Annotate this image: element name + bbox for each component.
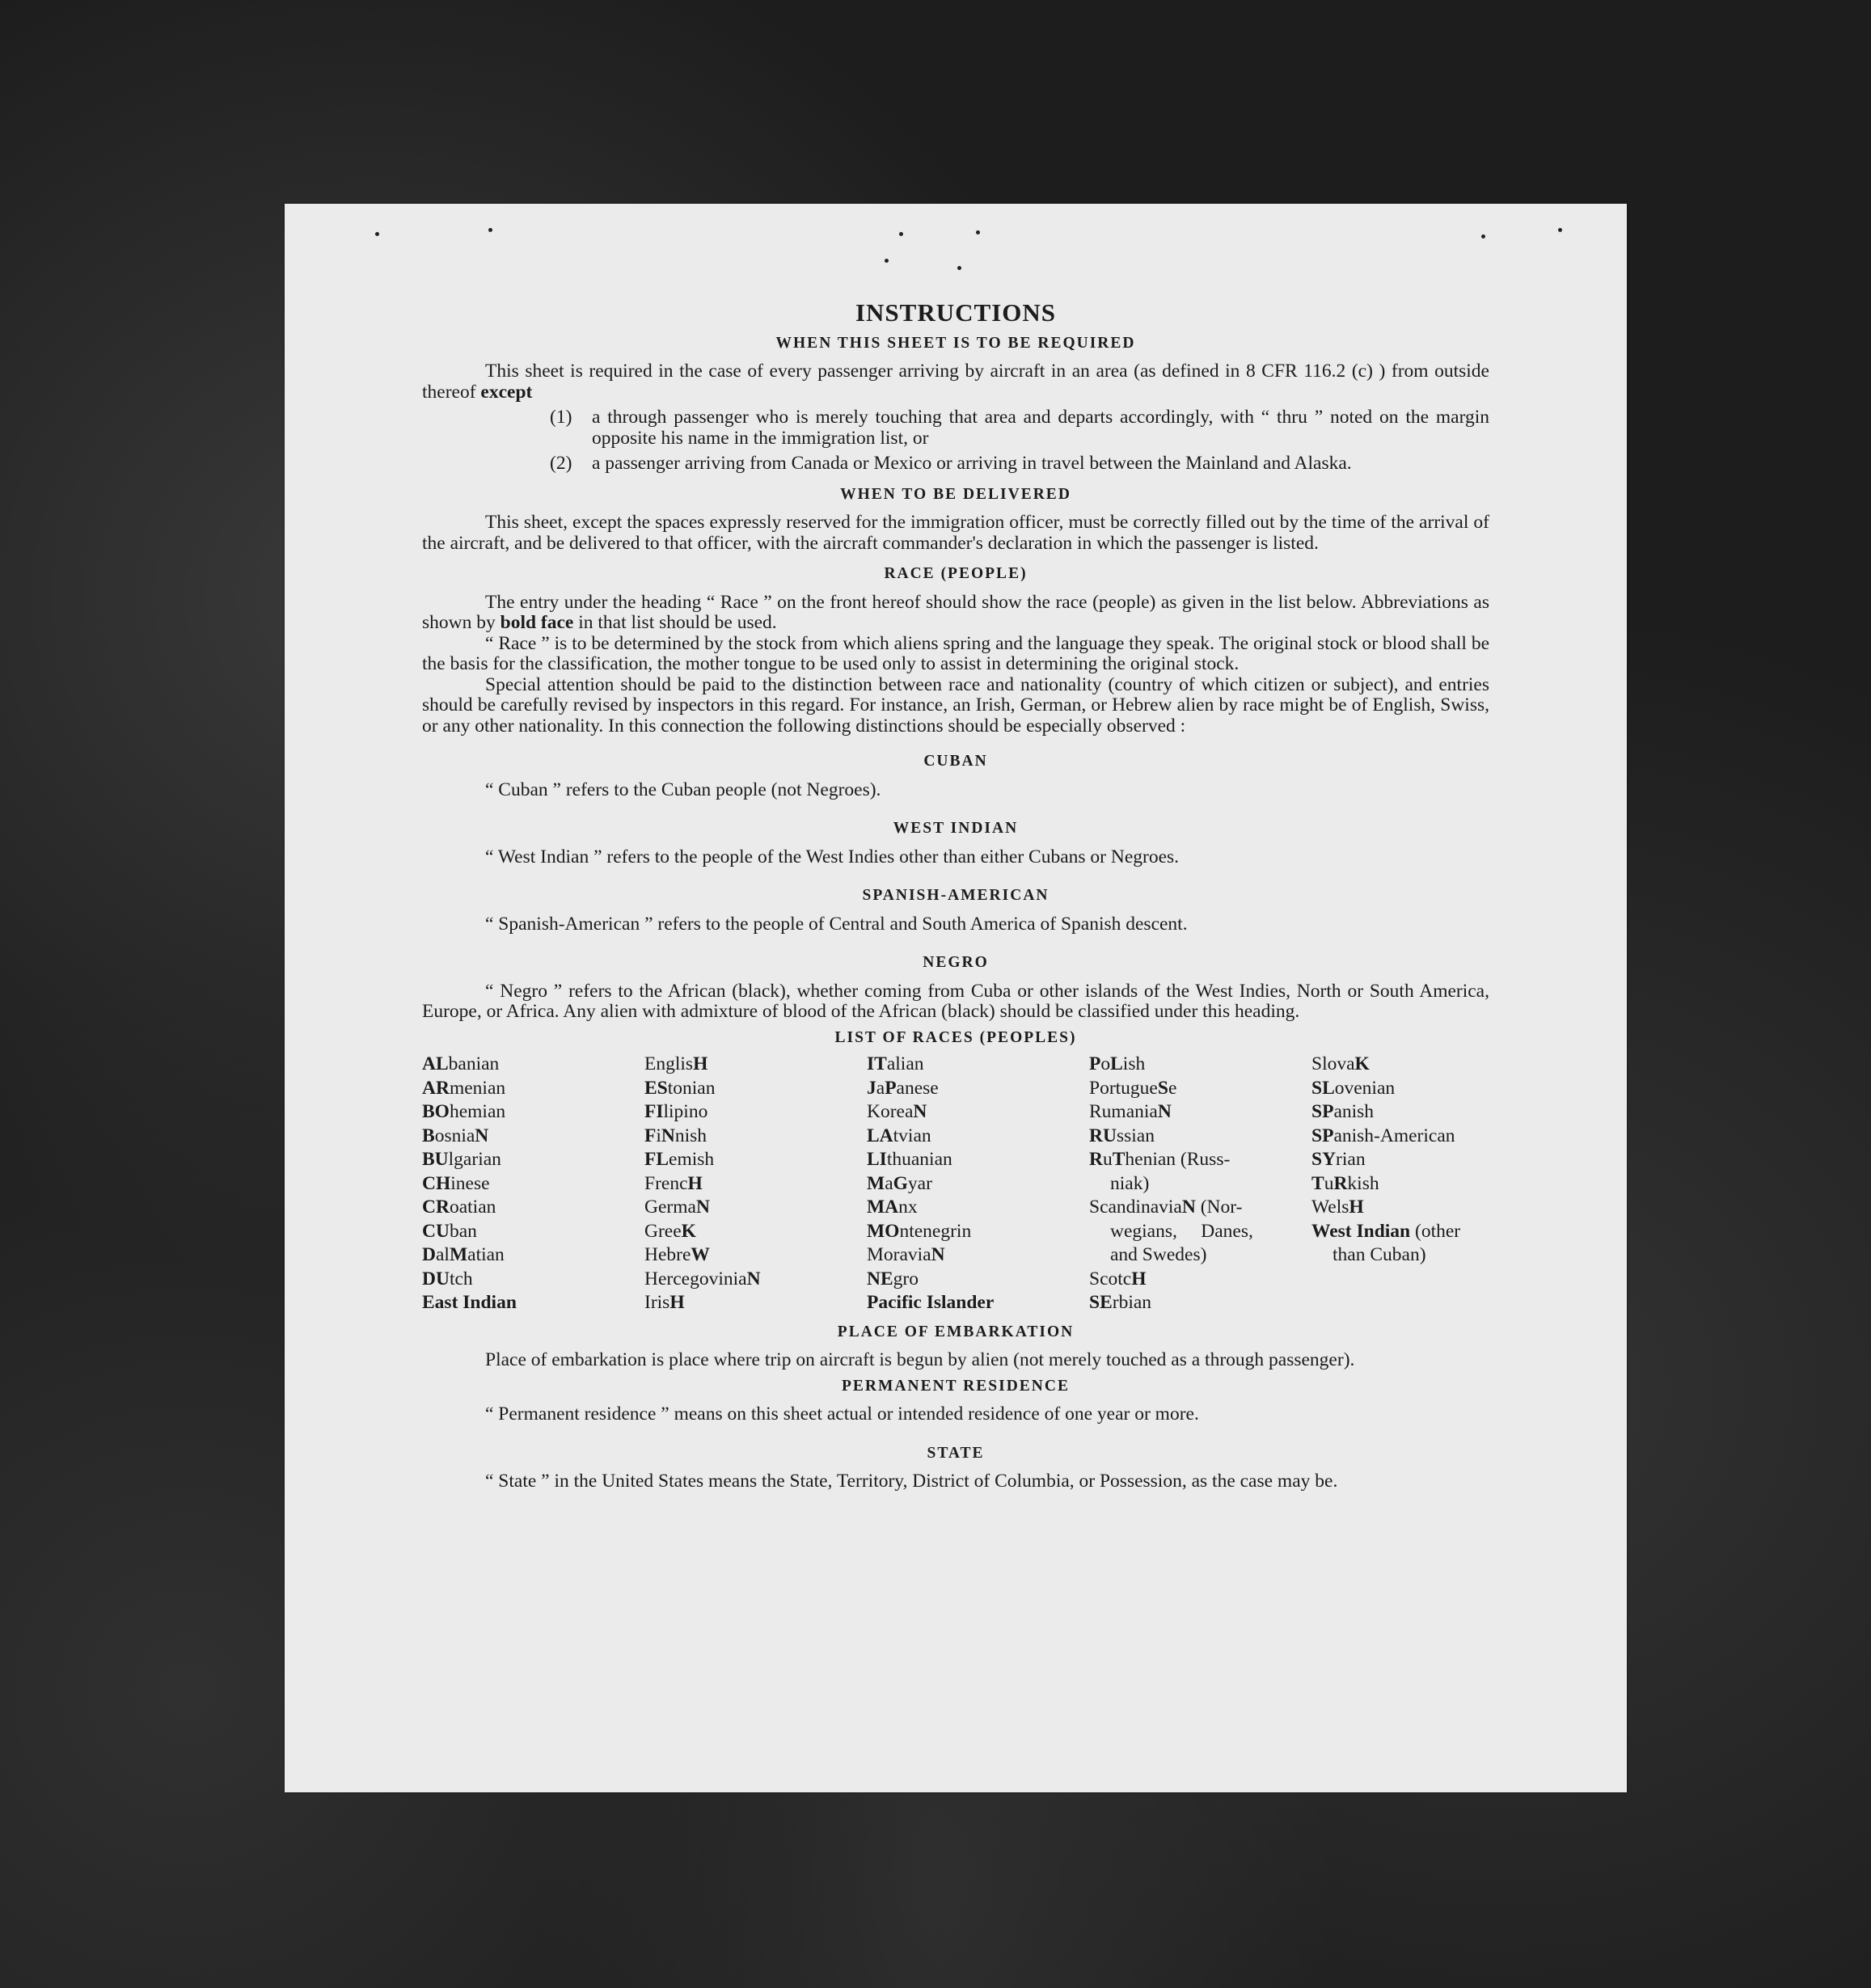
race-column [1311,1053,1489,1315]
race-abbrev: K [681,1220,696,1242]
race-abbrev: T [1112,1149,1126,1170]
punch-mark [1558,228,1562,232]
race-entry [867,1077,1089,1101]
race-entry [422,1291,644,1315]
race-column [1089,1053,1311,1315]
race-entry [1311,1148,1489,1172]
race-abbrev: N [695,1197,710,1218]
race-text: Germa [644,1197,696,1218]
race-text: Slova [1311,1053,1355,1074]
race-entry [644,1125,867,1149]
race-entry [1311,1243,1489,1268]
race-abbrev: T [1311,1172,1324,1194]
race-entry [1089,1243,1311,1268]
race-entry [867,1268,1089,1292]
race-text: Gree [644,1220,682,1242]
race-text: lipino [663,1101,708,1122]
race-abbrev: G [893,1172,908,1194]
list-item [550,407,1489,449]
race-abbrev: H [1131,1268,1147,1289]
race-text: e [1168,1077,1177,1099]
race-entry [1311,1100,1489,1125]
section-heading-state: STATE [927,1444,985,1462]
race-text: inese [450,1172,490,1194]
section-heading-required: WHEN THIS SHEET IS TO BE REQUIRED [775,334,1136,352]
race-entry [1089,1291,1311,1315]
item-text: a through passenger who is merely touching that area and departs accordingly, with “ thru ” noted on the margin opposite his name in the immigration list, or [592,407,1489,449]
race-entry [1311,1220,1489,1244]
race-text: emish [669,1149,715,1170]
paragraph: “ State ” in the United States means the State, Territory, District of Columbia, or Possession, as the case may be. [485,1471,1338,1492]
section-heading-residence: PERMANENT RESIDENCE [842,1377,1070,1395]
section-heading-spanish-american: SPANISH-AMERICAN [862,887,1050,904]
item-text: a passenger arriving from Canada or Mexico or arriving in travel between the Mainland and Alaska. [592,453,1352,474]
punch-mark [1481,234,1485,238]
bold-text: except [480,381,533,403]
race-text: Scandinavia [1089,1197,1182,1218]
race-abbrev: M [867,1172,885,1194]
race-entry [867,1291,1089,1315]
paragraph: This sheet, except the spaces expressly reserved for the immigration officer, must be correctly filled out by the time of the arrival of the aircraft, and be delivered to that officer, with the aircraft commander's declaration in which the passenger is listed. [422,512,1489,554]
race-entry [1311,1125,1489,1149]
race-entry [644,1268,867,1292]
paragraph: Special attention should be paid to the distinction between race and nationality (country of which citizen or subject), and entries should be carefully revised by inspectors in this regard. For instance, an Irish, German, or Hebrew alien by race might be of English, Swiss, or any other nationality. In this connection the following distinctions should be especially observed : [422,673,1489,737]
race-abbrev: K [1354,1053,1370,1074]
punch-mark [488,228,492,232]
race-list [422,1053,1489,1315]
race-abbrev: FL [644,1149,669,1170]
race-entry [422,1077,644,1101]
race-text: ssian [1116,1125,1155,1146]
race-text: henian (Russ- [1125,1149,1231,1170]
race-abbrev: R [1333,1172,1348,1194]
race-entry [422,1268,644,1292]
race-abbrev: BO [422,1101,450,1122]
race-abbrev: LI [867,1149,887,1170]
race-entry [867,1243,1089,1268]
race-text: (other [1410,1220,1461,1242]
document-sheet [285,204,1627,1792]
race-abbrev: H [669,1292,685,1313]
race-text: oatian [449,1197,496,1218]
race-abbrev: SP [1311,1101,1334,1122]
paragraph: “ Cuban ” refers to the Cuban people (not Negroes). [485,779,881,800]
race-text: Rumania [1089,1101,1158,1122]
race-entry [867,1053,1089,1077]
race-text: atian [467,1244,505,1265]
race-entry [867,1172,1089,1197]
race-entry [644,1243,867,1268]
item-number: (1) [550,407,572,428]
race-abbrev: N [1181,1197,1196,1218]
paragraph-text: The entry under the heading “ Race ” on the front hereof should show the race (people) as given in the list below. Abbreviations as shown by [422,591,1489,633]
race-text: o [1100,1053,1111,1074]
race-text: anese [896,1077,939,1099]
paragraph-text: This sheet is required in the case of every passenger arriving by aircraft in an area (as defined in 8 CFR 116.2 (c) ) from outside thereof [422,361,1489,403]
section-heading-delivered: WHEN TO BE DELIVERED [840,485,1071,503]
race-abbrev: N [475,1125,489,1146]
race-text: ban [449,1220,477,1242]
race-abbrev: AL [422,1053,449,1074]
race-abbrev: DU [422,1268,450,1289]
race-abbrev: P [885,1077,897,1099]
race-entry [644,1196,867,1220]
paragraph-text: in that list should be used. [578,612,777,633]
race-entry [867,1148,1089,1172]
race-abbrev: SL [1311,1077,1335,1099]
race-abbrev: B [422,1125,435,1146]
race-abbrev: W [691,1244,710,1265]
paragraph: “ Spanish-American ” refers to the people of Central and South America of Spanish descent. [485,913,1188,935]
race-text: a [885,1172,893,1194]
race-text: anish [1333,1101,1375,1122]
section-heading-negro: NEGRO [923,954,989,971]
race-entry [1089,1196,1311,1220]
race-text: yar [907,1172,932,1194]
page-title: INSTRUCTIONS [855,298,1056,327]
race-text: u [1324,1172,1334,1194]
race-text: tch [449,1268,473,1289]
race-entry [644,1172,867,1197]
punch-mark [375,232,379,236]
paragraph: “ Permanent residence ” means on this sheet actual or intended residence of one year or more. [485,1403,1199,1425]
race-text: rbian [1112,1292,1152,1313]
race-entry [867,1196,1089,1220]
race-text: menian [449,1077,506,1099]
race-text: niak) [1110,1172,1150,1194]
list-item [550,454,1489,475]
race-text: wegians, Danes, [1110,1220,1253,1242]
race-entry [1311,1172,1489,1197]
paragraph: “ Race ” is to be determined by the stock from which aliens spring and the language they speak. The original stock or blood shall be the basis for the classification, the mother tongue to be used only to assist in determining the original stock. [422,632,1489,674]
race-entry [422,1172,644,1197]
race-abbrev: SE [1089,1292,1113,1313]
race-entry [644,1100,867,1125]
race-text: Hebre [644,1244,691,1265]
race-text: Frenc [644,1172,688,1194]
race-text: i [656,1125,661,1146]
race-entry [867,1100,1089,1125]
race-text: Moravia [867,1244,931,1265]
race-abbrev: Pacific Islander [867,1292,995,1313]
race-abbrev: N [1157,1101,1172,1122]
race-entry [422,1053,644,1077]
race-abbrev: H [1349,1197,1364,1218]
race-entry [1089,1148,1311,1172]
paragraph [422,361,1489,403]
race-entry [1311,1196,1489,1220]
race-entry [422,1196,644,1220]
race-text: tvian [893,1125,931,1146]
race-text: nish [674,1125,707,1146]
race-abbrev: AR [422,1077,450,1099]
race-text: Iris [644,1292,670,1313]
race-text: Wels [1311,1197,1349,1218]
race-abbrev: IT [867,1053,887,1074]
race-text: (Nor- [1195,1197,1243,1218]
race-entry [867,1220,1089,1244]
race-entry [422,1148,644,1172]
race-column [867,1053,1089,1315]
race-text: nx [898,1197,918,1218]
race-text: banian [448,1053,500,1074]
race-text: ish [1122,1053,1146,1074]
race-entry [644,1220,867,1244]
race-abbrev: L [1110,1053,1123,1074]
section-heading-embarkation: PLACE OF EMBARKATION [837,1323,1075,1340]
paragraph: “ Negro ” refers to the African (black), whether coming from Cuba or other islands of the West Indies, North or South America, Europe, or Africa. Any alien with admixture of blood of the African (black) should be classified under this heading. [422,980,1489,1022]
race-abbrev: P [1089,1053,1101,1074]
race-text: Hercegovinia [644,1268,747,1289]
race-entry [1089,1220,1311,1244]
race-entry [1089,1100,1311,1125]
race-abbrev: CH [422,1172,451,1194]
race-abbrev: J [867,1077,876,1099]
race-text: hemian [449,1101,506,1122]
race-abbrev: H [693,1053,708,1074]
race-text: kish [1347,1172,1379,1194]
race-abbrev: FI [644,1101,664,1122]
race-abbrev: S [1157,1077,1168,1099]
race-entry [1089,1172,1311,1197]
section-heading-cuban: CUBAN [923,753,988,770]
race-text: tonian [667,1077,716,1099]
race-text: lgarian [448,1149,501,1170]
race-entry [644,1291,867,1315]
section-heading-west-indian: WEST INDIAN [893,820,1019,837]
race-text: Englis [644,1053,694,1074]
section-heading-race: RACE (PEOPLE) [884,565,1028,582]
race-abbrev: ES [644,1077,668,1099]
race-abbrev: CU [422,1220,450,1242]
race-abbrev: N [661,1125,675,1146]
document-content [422,298,1489,1492]
race-abbrev: N [931,1244,945,1265]
punch-mark [885,259,889,263]
race-abbrev: SP [1311,1125,1334,1146]
race-entry [422,1243,644,1268]
race-abbrev: RU [1089,1125,1117,1146]
race-abbrev: LA [867,1125,893,1146]
race-text: Portugue [1089,1077,1158,1099]
punch-mark [899,232,903,236]
race-abbrev: N [746,1268,761,1289]
race-abbrev: R [1089,1149,1103,1170]
race-column [422,1053,644,1315]
race-text: osnia [434,1125,475,1146]
race-text: rian [1336,1149,1366,1170]
item-number: (2) [550,453,572,474]
race-abbrev: BU [422,1149,449,1170]
race-entry [1089,1077,1311,1101]
race-text: Korea [867,1101,914,1122]
race-text: anish-American [1333,1125,1455,1146]
race-entry [1311,1053,1489,1077]
race-entry [422,1220,644,1244]
race-entry [1089,1268,1311,1292]
race-text: and Swedes) [1110,1244,1207,1265]
race-abbrev: MO [867,1220,900,1242]
race-text: gro [893,1268,919,1289]
race-text: ovenian [1334,1077,1396,1099]
race-abbrev: NE [867,1268,893,1289]
race-abbrev: H [687,1172,703,1194]
race-text: al [435,1244,450,1265]
race-abbrev: N [913,1101,927,1122]
race-entry [644,1148,867,1172]
race-text: a [876,1077,885,1099]
race-text: u [1102,1149,1113,1170]
paragraph: “ West Indian ” refers to the people of the West Indies other than either Cubans or Negroes. [485,846,1180,867]
race-abbrev: F [644,1125,657,1146]
race-abbrev: SY [1311,1149,1337,1170]
punch-mark [957,266,961,270]
race-abbrev: MA [867,1197,899,1218]
race-entry [644,1053,867,1077]
bold-text: bold face [500,612,574,633]
race-entry [867,1125,1089,1149]
race-entry [1311,1077,1489,1101]
paragraph [422,593,1489,634]
race-entry [1089,1125,1311,1149]
race-entry [422,1100,644,1125]
race-entry [422,1125,644,1149]
race-abbrev: CR [422,1197,450,1218]
race-text: Scotc [1089,1268,1132,1289]
race-abbrev: M [449,1244,468,1265]
race-abbrev: West Indian [1311,1220,1411,1242]
section-heading-races-list: LIST OF RACES (PEOPLES) [834,1028,1077,1046]
race-column [644,1053,867,1315]
race-entry [1089,1053,1311,1077]
race-text: thuanian [886,1149,952,1170]
race-abbrev: D [422,1244,436,1265]
race-text: alian [886,1053,924,1074]
paragraph: Place of embarkation is place where trip on aircraft is begun by alien (not merely touched as a through passenger). [485,1349,1355,1370]
race-text: ntenegrin [899,1220,972,1242]
race-entry [644,1077,867,1101]
race-abbrev: East Indian [422,1292,517,1313]
race-text: than Cuban) [1333,1244,1426,1265]
punch-mark [976,230,980,234]
